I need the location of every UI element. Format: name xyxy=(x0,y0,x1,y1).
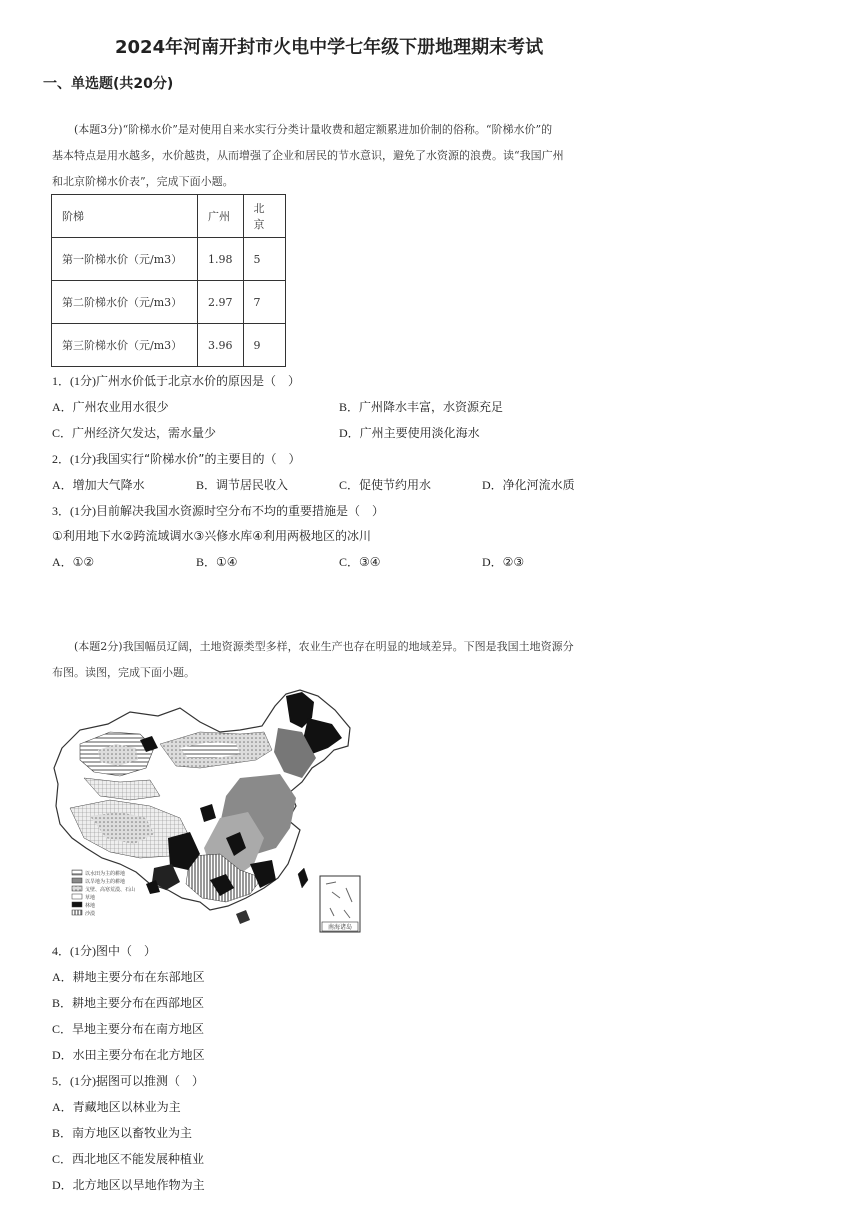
option-c[interactable] xyxy=(52,424,216,441)
option-text: 广州降水丰富，水资源充足 xyxy=(359,400,504,414)
option-a[interactable] xyxy=(52,553,94,570)
option-d[interactable] xyxy=(339,424,480,441)
option-label: B． xyxy=(52,1126,73,1140)
question-3-statements: ①利用地下水②跨流域调水③兴修水库④利用两极地区的冰川 xyxy=(52,529,372,543)
option-b[interactable] xyxy=(196,476,288,493)
group1-intro xyxy=(52,117,632,195)
option-a[interactable] xyxy=(52,476,145,493)
option-text: 水田主要分布在北方地区 xyxy=(72,1048,205,1062)
intro-line: 和北京阶梯水价表”，完成下面小题。 xyxy=(52,175,234,188)
option-text: 净化河流水质 xyxy=(502,478,575,492)
option-text: 广州经济欠发达，需水量少 xyxy=(72,426,217,440)
question-stem: 据图可以推测（ ） xyxy=(96,1074,205,1088)
table-cell: 5 xyxy=(243,238,285,281)
option-label: D． xyxy=(52,1048,73,1062)
table-cell: 9 xyxy=(243,324,285,367)
option-d[interactable] xyxy=(482,476,575,493)
option-text: 调节居民收入 xyxy=(216,478,289,492)
table-header-cell: 北京 xyxy=(243,195,285,238)
option-a[interactable] xyxy=(52,398,169,415)
question-score: (1分) xyxy=(70,1074,97,1088)
option-label: C． xyxy=(339,555,360,569)
option-text: 广州农业用水很少 xyxy=(72,400,169,414)
question-1 xyxy=(52,372,300,389)
option-label: B． xyxy=(339,400,360,414)
legend-item: 以旱地为主的耕地 xyxy=(85,879,126,885)
intro-line: (本题3分)“阶梯水价”是对使用自来水实行分类计量收费和超定额累进加价制的俗称。“阶梯水价”的 xyxy=(74,123,553,136)
intro-line: (本题2分)我国幅员辽阔，土地资源类型多样，农业生产也存在明显的地域差异。下图是我国土地资源分 xyxy=(74,640,574,653)
section-heading: 一、单选题(共20分) xyxy=(43,76,174,92)
option-a[interactable] xyxy=(52,1098,181,1115)
question-score: (1分) xyxy=(70,452,97,466)
option-d[interactable] xyxy=(52,1176,205,1193)
intro-line: 基本特点是用水越多，水价越贵，从而增强了企业和居民的节水意识，避免了水资源的浪费。读“我国广州 xyxy=(52,149,564,162)
table-cell: 第三阶梯水价（元/m3） xyxy=(52,324,198,367)
option-label: A． xyxy=(52,970,73,984)
intro-line: 布图。读图，完成下面小题。 xyxy=(52,666,195,679)
question-number: 3． xyxy=(52,504,71,518)
option-label: D． xyxy=(482,555,503,569)
table-cell: 第二阶梯水价（元/m3） xyxy=(52,281,198,324)
option-label: D． xyxy=(52,1178,73,1192)
option-text: ①④ xyxy=(216,555,238,569)
option-label: B． xyxy=(196,555,217,569)
table-row xyxy=(52,238,286,281)
table-cell: 2.97 xyxy=(198,281,244,324)
table-cell: 3.96 xyxy=(198,324,244,367)
option-text: ①② xyxy=(72,555,95,569)
land-resource-map xyxy=(50,688,362,934)
legend-item: 林地 xyxy=(85,903,96,909)
option-label: C． xyxy=(52,1152,73,1166)
question-number: 5． xyxy=(52,1074,71,1088)
table-cell: 第一阶梯水价（元/m3） xyxy=(52,238,198,281)
question-number: 2． xyxy=(52,452,71,466)
option-text: ③④ xyxy=(359,555,381,569)
option-text: ②③ xyxy=(502,555,525,569)
map-legend xyxy=(72,870,135,917)
option-text: 西北地区不能发展种植业 xyxy=(72,1152,205,1166)
legend-item: 以水田为主的耕地 xyxy=(85,871,126,877)
question-4 xyxy=(52,942,156,959)
question-number: 4． xyxy=(52,944,71,958)
question-number: 1． xyxy=(52,374,71,388)
option-c[interactable] xyxy=(339,553,381,570)
exam-title: 2024年河南开封市火电中学七年级下册地理期末考试 xyxy=(115,37,544,58)
table-header-cell: 广州 xyxy=(198,195,244,238)
question-5 xyxy=(52,1072,204,1089)
question-stem: 广州水价低于北京水价的原因是（ ） xyxy=(96,374,301,388)
table-header-row xyxy=(52,195,286,238)
option-text: 广州主要使用淡化海水 xyxy=(359,426,480,440)
option-label: A． xyxy=(52,555,73,569)
option-label: C． xyxy=(52,426,73,440)
option-label: C． xyxy=(339,478,360,492)
option-label: A． xyxy=(52,400,73,414)
option-label: A． xyxy=(52,478,73,492)
option-c[interactable] xyxy=(52,1020,204,1037)
option-d[interactable] xyxy=(482,553,524,570)
table-row xyxy=(52,324,286,367)
option-text: 耕地主要分布在西部地区 xyxy=(72,996,205,1010)
option-label: C． xyxy=(52,1022,73,1036)
option-text: 北方地区以旱地作物为主 xyxy=(72,1178,205,1192)
option-text: 南方地区以畜牧业为主 xyxy=(72,1126,193,1140)
question-score: (1分) xyxy=(70,944,97,958)
question-3 xyxy=(52,502,384,519)
option-text: 青藏地区以林业为主 xyxy=(72,1100,181,1114)
legend-item: 草地 xyxy=(85,895,96,901)
legend-item: 沙漠 xyxy=(85,911,96,917)
option-label: B． xyxy=(52,996,73,1010)
table-header-cell: 阶梯 xyxy=(52,195,198,238)
water-price-table xyxy=(51,194,286,367)
question-score: (1分) xyxy=(70,374,97,388)
question-stem: 目前解决我国水资源时空分布不均的重要措施是（ ） xyxy=(96,504,385,518)
question-stem: 我国实行“阶梯水价”的主要目的（ ） xyxy=(96,452,301,466)
question-2 xyxy=(52,450,300,467)
option-a[interactable] xyxy=(52,968,205,985)
option-text: 耕地主要分布在东部地区 xyxy=(72,970,205,984)
option-text: 促使节约用水 xyxy=(359,478,432,492)
table-cell: 1.98 xyxy=(198,238,244,281)
option-label: A． xyxy=(52,1100,73,1114)
option-label: D． xyxy=(482,478,503,492)
table-cell: 7 xyxy=(243,281,285,324)
inset-label: 南海诸岛 xyxy=(327,924,353,931)
group2-intro xyxy=(52,634,632,686)
table-row xyxy=(52,281,286,324)
option-c[interactable] xyxy=(339,476,431,493)
question-stem: 图中（ ） xyxy=(96,944,157,958)
option-b[interactable] xyxy=(339,398,503,415)
legend-item: 戈壁、高寒荒漠、石山 xyxy=(85,887,136,893)
option-text: 增加大气降水 xyxy=(72,478,145,492)
option-c[interactable] xyxy=(52,1150,204,1167)
option-label: B． xyxy=(196,478,217,492)
option-b[interactable] xyxy=(52,1124,192,1141)
option-b[interactable] xyxy=(196,553,238,570)
option-text: 旱地主要分布在南方地区 xyxy=(72,1022,205,1036)
question-score: (1分) xyxy=(70,504,97,518)
option-d[interactable] xyxy=(52,1046,205,1063)
option-label: D． xyxy=(339,426,360,440)
option-b[interactable] xyxy=(52,994,204,1011)
